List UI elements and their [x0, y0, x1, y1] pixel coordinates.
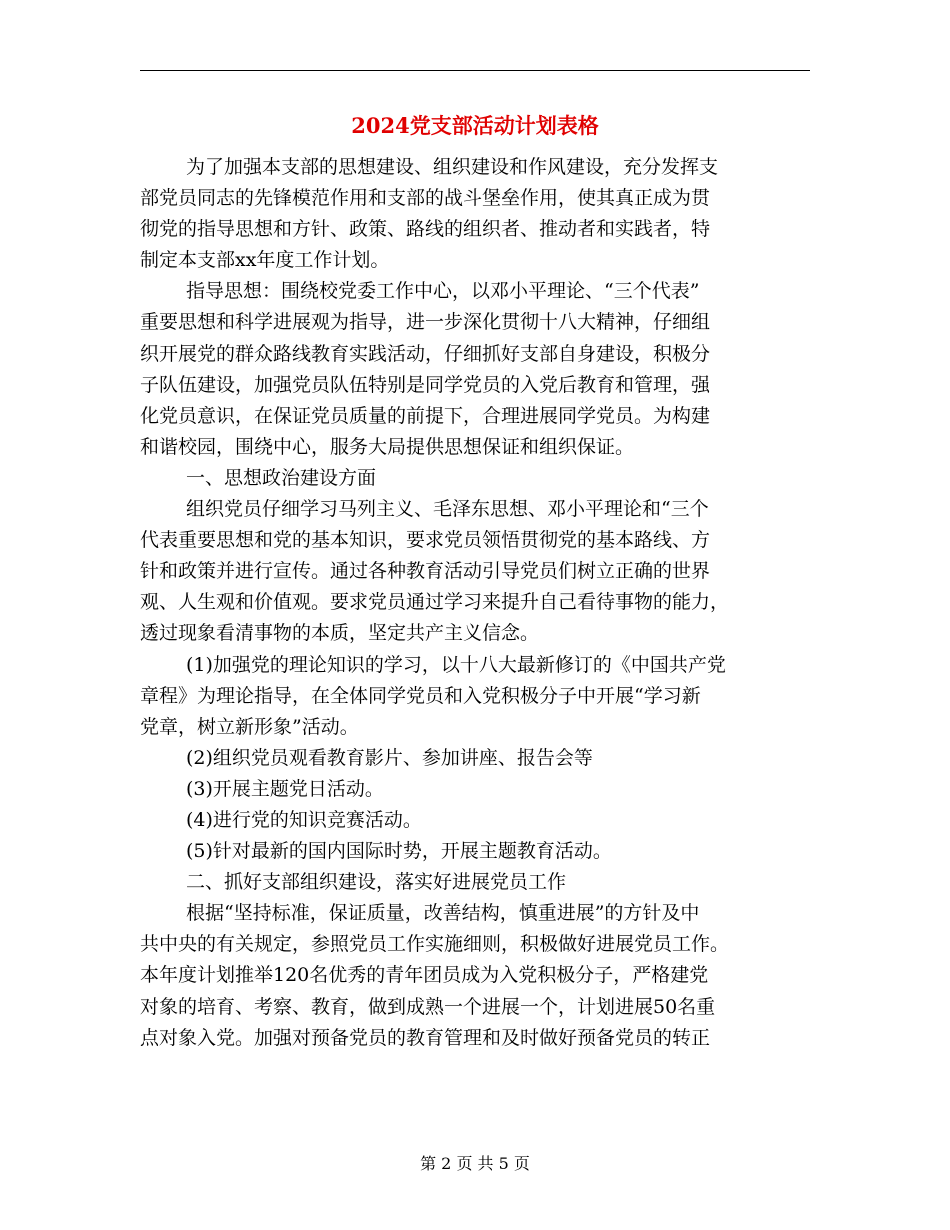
text-line: 点对象入党。加强对预备党员的教育管理和及时做好预备党员的转正	[140, 1026, 711, 1049]
document-body	[140, 152, 810, 1054]
text-line: (5)针对最新的国内国际时势，开展主题教育活动。	[186, 840, 612, 863]
page-footer: 第 2 页 共 5 页	[420, 1154, 530, 1173]
text-line: 指导思想：围绕校党委工作中心，以邓小平理论、“三个代表”	[186, 280, 700, 303]
text-line: 重要思想和科学进展观为指导，进一步深化贯彻十八大精神，仔细组	[140, 311, 711, 334]
text-line: 本年度计划推举120名优秀的青年团员成为入党积极分子，严格建党	[140, 964, 709, 987]
text-line: (2)组织党员观看教育影片、参加讲座、报告会等	[186, 746, 593, 769]
text-line: 针和政策并进行宣传。通过各种教育活动引导党员们树立正确的世界	[140, 560, 711, 583]
text-line: 章程》为理论指导，在全体同学党员和入党积极分子中开展“学习新	[140, 684, 701, 707]
text-line: 部党员同志的先锋模范作用和支部的战斗堡垒作用，使其真正成为贯	[140, 187, 711, 210]
text-line: 共中央的有关规定，参照党员工作实施细则，积极做好进展党员工作。	[140, 933, 730, 956]
text-line: (1)加强党的理论知识的学习，以十八大最新修订的《中国共产党	[186, 653, 726, 676]
text-line: 子队伍建设，加强党员队伍特别是同学党员的入党后教育和管理，强	[140, 373, 711, 396]
text-line: 一、思想政治建设方面	[186, 466, 377, 489]
header-rule	[140, 70, 810, 71]
document-title: 2024党支部活动计划表格	[351, 113, 599, 138]
text-line: 和谐校园，围绕中心，服务大局提供思想保证和组织保证。	[140, 435, 635, 458]
text-line: 制定本支部xx年度工作计划。	[140, 249, 390, 272]
text-line: 党章，树立新形象”活动。	[140, 715, 359, 738]
text-line: 二、抓好支部组织建设，落实好进展党员工作	[186, 871, 567, 894]
text-line: 观、人生观和价值观。要求党员通过学习来提升自己看待事物的能力，	[140, 591, 730, 614]
text-line: 为了加强本支部的思想建设、组织建设和作风建设，充分发挥支	[186, 156, 719, 178]
text-line: 组织党员仔细学习马列主义、毛泽东思想、邓小平理论和“三个	[186, 498, 709, 521]
text-line: (4)进行党的知识竞赛活动。	[186, 808, 422, 831]
text-line: 织开展党的群众路线教育实践活动，仔细抓好支部自身建设，积极分	[140, 342, 711, 365]
text-line: 根据“坚持标准，保证质量，改善结构，慎重进展”的方针及中	[186, 902, 700, 925]
text-line: 化党员意识，在保证党员质量的前提下，合理进展同学党员。为构建	[140, 404, 711, 427]
text-line: 彻党的指导思想和方针、政策、路线的组织者、推动者和实践者，特	[140, 218, 711, 241]
text-line: 对象的培育、考察、教育，做到成熟一个进展一个，计划进展50名重	[140, 995, 716, 1018]
text-line: 透过现象看清事物的本质，坚定共产主义信念。	[140, 622, 540, 645]
text-line: 代表重要思想和党的基本知识，要求党员领悟贯彻党的基本路线、方	[140, 529, 711, 552]
text-line: (3)开展主题党日活动。	[186, 777, 384, 800]
